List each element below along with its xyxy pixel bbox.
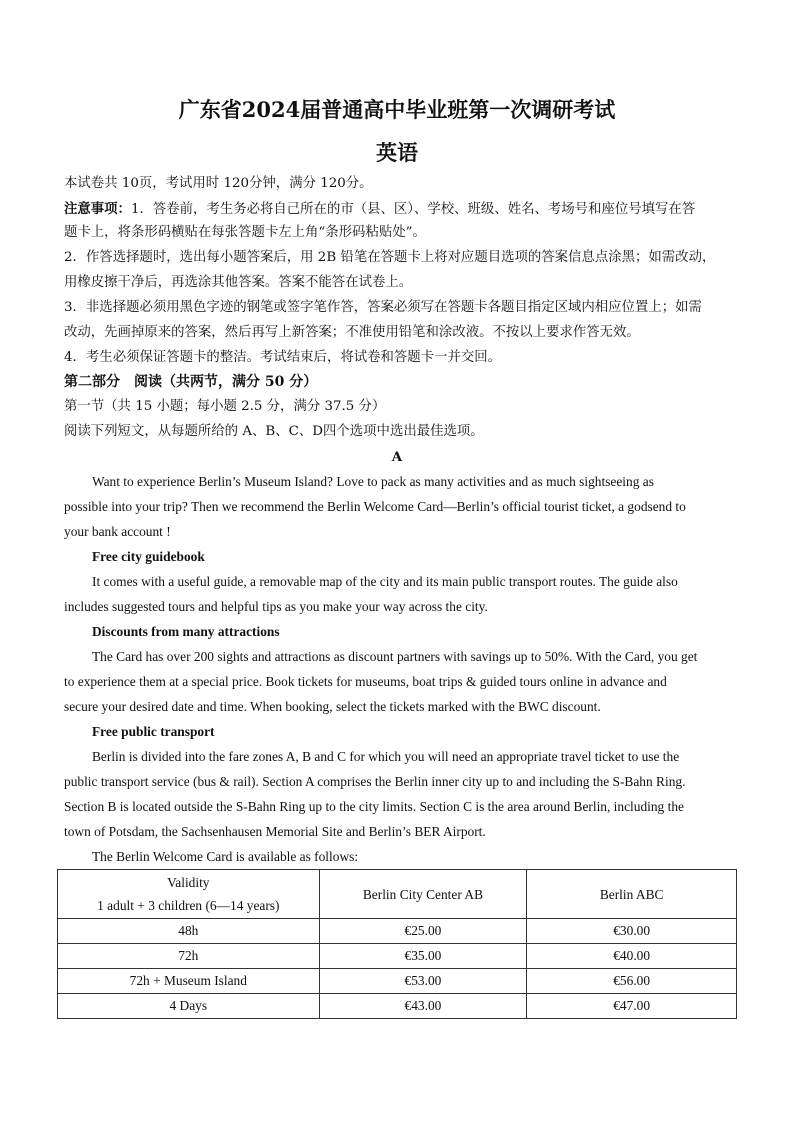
passage-p4-line1: Berlin is divided into the fare zones A, B and C for which you will need an appropriate travel ticket to use the [92,749,680,764]
table-row [58,919,737,944]
table-cell-validity: 72h [58,944,320,969]
intro-text: 本试卷共 10页，考试用时 120分钟，满分 120分。 [64,176,373,191]
passage-p1-line2: possible into your trip? Then we recommend the Berlin Welcome Card—Berlin’s official tourist ticket, a godsend to [64,499,686,514]
passage-p2-line2: includes suggested tours and helpful tips as you make your way across the city. [64,599,488,614]
header-validity-sub: 1 adult + 3 children (6—14 years) [97,898,280,913]
table-cell-ab-price: €35.00 [319,944,527,969]
table-row [58,944,737,969]
notice-label: 注意事项： [64,201,131,217]
exam-title: 广东省2024届普通高中毕业班第一次调研考试 [178,97,616,122]
header-berlin-abc: Berlin ABC [527,870,737,919]
subheading-transport: Free public transport [92,724,215,739]
passage-p5: The Berlin Welcome Card is available as follows: [92,849,359,864]
passage-label: A [391,449,403,465]
table-cell-validity: 48h [58,919,320,944]
table-row [58,969,737,994]
table-cell-ab-price: €25.00 [319,919,527,944]
passage-p4-line3: Section B is located outside the S-Bahn Ring up to the city limits. Section C is the area around Berlin, including the [64,799,684,814]
table-row [58,994,737,1019]
notice-item4: 4．考生必须保证答题卡的整洁。考试结束后，将试卷和答题卡一并交回。 [64,350,502,365]
table-cell-validity: 4 Days [58,994,320,1019]
header-validity-label: Validity [167,875,210,890]
price-table [57,869,737,1019]
passage-p4-line2: public transport service (bus & rail). Section A comprises the Berlin inner city up to and including the S-Bahn Ring. [64,774,686,789]
passage-p3-line3: secure your desired date and time. When booking, select the tickets marked with the BWC discount. [64,699,601,714]
notice-item2-line2: 用橡皮擦干净后，再选涂其他答案。答案不能答在试卷上。 [64,275,413,290]
table-cell-abc-price: €30.00 [527,919,737,944]
table-cell-abc-price: €40.00 [527,944,737,969]
directions-text: 阅读下列短文，从每题所给的 A、B、C、D四个选项中选出最佳选项。 [64,424,484,439]
table-header-row [58,870,737,919]
part-heading: 第二部分 阅读（共两节，满分 50 分） [64,374,318,390]
table-cell-abc-price: €47.00 [527,994,737,1019]
subheading-discounts: Discounts from many attractions [92,624,280,639]
notice-item1-line2: 题卡上，将条形码横贴在每张答题卡左上角“条形码粘贴处”。 [64,225,426,240]
notice-item1-text: 1．答卷前，考生务必将自己所在的市（县、区）、学校、班级、姓名、考场号和座位号填写在答 [130,202,696,217]
section-heading: 第一节（共 15 小题；每小题 2.5 分，满分 37.5 分） [64,399,386,414]
table-cell-validity: 72h + Museum Island [58,969,320,994]
header-validity [58,870,320,919]
table-cell-ab-price: €53.00 [319,969,527,994]
notice-item1-line1 [64,200,744,219]
header-city-center-ab: Berlin City Center AB [319,870,527,919]
passage-p1-line1: Want to experience Berlin’s Museum Island? Love to pack as many activities and as much sightseeing as [92,474,654,489]
notice-item3-line2: 改动，先画掉原来的答案，然后再写上新答案；不准使用铅笔和涂改液。不按以上要求作答无效。 [64,325,640,340]
subheading-guidebook: Free city guidebook [92,549,205,564]
subject-title: 英语 [376,140,418,165]
notice-item2-line1: 2．作答选择题时，选出每小题答案后，用 2B 铅笔在答题卡上将对应题目选项的答案信息点涂黑；如需改动， [64,250,716,265]
passage-p4-line4: town of Potsdam, the Sachsenhausen Memorial Site and Berlin’s BER Airport. [64,824,486,839]
table-cell-ab-price: €43.00 [319,994,527,1019]
passage-p3-line1: The Card has over 200 sights and attractions as discount partners with savings up to 50%. With the Card, you get [92,649,698,664]
passage-p1-line3: your bank account ! [64,524,171,539]
table-cell-abc-price: €56.00 [527,969,737,994]
passage-p2-line1: It comes with a useful guide, a removable map of the city and its main public transport routes. The guide also [92,574,678,589]
notice-item3-line1: 3．非选择题必须用黑色字迹的钢笔或签字笔作答，答案必须写在答题卡各题目指定区域内相应位置上；如需 [64,300,702,315]
passage-p3-line2: to experience them at a special price. Book tickets for museums, boat trips & guided tours online in advance and [64,674,667,689]
